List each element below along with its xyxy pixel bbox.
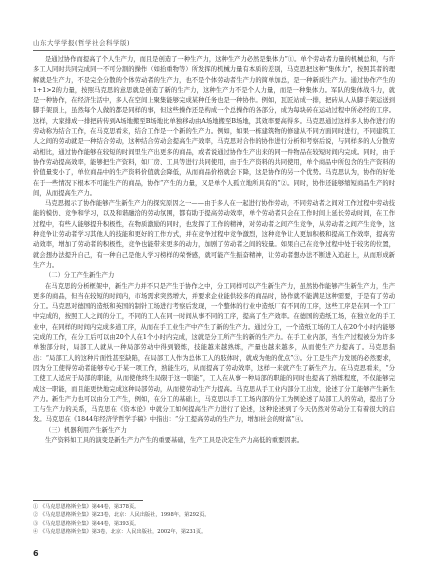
running-header (33, 38, 395, 51)
journal-title: 山东大学学报(哲学社会科学版) (33, 39, 131, 47)
section-heading: （二）分工产生新生产力 (45, 272, 115, 280)
footnote-item: ② 《马克思恩格斯全集》第23卷，北京：人民出版社，1998年，第292页。 (33, 512, 210, 519)
body-paragraph: 是通过协作而提高了个人生产力，而且是创造了一种生产力，这种生产力必然是集体力”①。单个劳动者力量的机械总和，与许多工人同时共同完成同一不可分割的操作（如抬重物等）所发挥的机械力量有本质的差别，马克思把这种“集体力”，按照其者的理解就是生产力，不是完全分散的个体劳动者的生产力，也不是个体劳动者生产力的简单加总，是一种新质生产力。通过协作产生的1+1>2的力量，按照马克思的意思就是创造了新的生产力，这种生产力不是个人力量，而是一种集体力。军队的集体战斗力，就是一种协作，在经济生活中，多人在空间上聚集能够完成某种任务也是一种协作。例如，瓦匠站成一排，把砖从人从脚手架运送到脚手架顶上，虽然每个人做的都是同样的事，但这些操作还是构成一个总操作的各部分，成为每块砖在运动过程中所必经的工序。这样，大家排成一排把砖传到A场地搬至B场地比单独移动由A场地搬至B场地，其效率要高得多。马克思通过这样多人协作进行的劳动称为结合工作，在马克思看来，结合工作是一个新的生产力。例如，如果一栋建筑物的修建从不同方面同时进行，不同建筑工人之间的劳动就是一种结合劳动，这种结合劳动会提高生产效率，马克思对合作的协作进行分析和考察后说，与同样多的人分散劳动相比，通过协作能够在较短的时间里生产出更多的商品，或者说通过协作生产出来的同一件物品在较短时间内完成。同时，由于协作劳动提高效率，能够把生产资料，如厂房、工具等进行共同使用，由于生产资料的共同使用，单个商品中所包含的生产资料的价值量变小了，单位商品中的生产资料价值就会降低，从而商品价格就会下降，这是协作的另一个优势。马克思认为，协作的好处在于一些情况下根本不可能生产的商品，协作“产生的力量，又是单个人孤立地所具有的”②。同时，协作还能够缩短商品生产的时间，从而提高生产力。 (33, 56, 395, 197)
footnote-item: ① 《马克思恩格斯全集》第44卷，第378页。 (33, 504, 140, 510)
footnote-divider (33, 500, 143, 501)
body-paragraph: 在马克思的分析框架中，新生产力并不只是产生于协作之中，分工同样可以产生新生产力，虽然协作能够产生新生产力，生产更多的商品，但当在较短的时间内，市场需求突然增大，并要求企业能供较多的商品时，协作就不能满足这种需要，于是有了劳动分工。马克思对德国的造纸和英国的制针工场进行考察后发现，一个整体的行业中造纸厂有不同的工序，这些工序是在同一个工厂中完成的，按照工人之间的分工，不同的工人在同一时间从事不同的工序，提高了生产效率。在德国的造纸工场，在独立化的手工业中，在同样的时间内完成多道工序，从而在手工业生产中产生了新的生产力。通过分工，一个造纸工场的工人在20个小时内能够完成的工作，在分工后可以由20个人在1个小时内完成，这就是分工所产生的新的生产力。在手工业内部，当生产过程被分为许多单独部分时，局部工人就从一种局部劳动中得到锻炼，技能越来越熟练，产量也越来越多，从而使生产力提高了。马克思指出：“局部工人的这种片面性甚至缺陷，在局部工人作为总体工人的肢体时，就成为他的优点”③。分工是生产力发展的必然要求，因为分工使得劳动者能够专心于某一项工作，熟能生巧，从而提高了劳动效率，这样一来就产生了新生产力。在马克思看来，“分工使工人适应于局部的职能，从而使他终生局限于这一职能”，工人在从事一种局部的职能的同时也提高了熟练程度，不仅能够完成这一职能，而且能更快地完成这种局部劳动，从而使劳动生产力提高。马克思从手工业内部分工出发，论述了分工能够产生新生产力。新生产力也可以由分工产生，例如，在分工的基础上，马克思以手工工场内部的分工为例论述了局部工人的劳动，提出了分工与生产力的关系，马克思在《资本论》中就分工如何提高生产力进行了论述，这种论述到了今天仍然对劳动分工有着很大的启发。马克思在《1844年经济学哲学手稿》中指出：“分工提高劳动的生产力，增加社会的财富”④。 (33, 282, 395, 424)
page-number: 6 (33, 549, 39, 558)
body-paragraph: 生产资料如工具的演变是新生产力产生的重要基础，生产工具是决定生产力高低的重要因素。 (45, 436, 304, 444)
footnote-item: ④ 《马克思恩格斯全集》第3卷，北京：人民出版社，2002年，第231页。 (33, 528, 207, 535)
footnote-item: ③ 《马克思恩格斯全集》第44卷，第393页。 (33, 520, 140, 527)
section-heading: （三）机器利用产生新生产力 (45, 426, 127, 434)
body-paragraph: 马克思揭示了协作能够产生新生产力的探究原因之一——由于多人在一起进行协作劳动，不同劳动者之间对工作过程中劳动技能的模仿、竞争和学习，以及和谐融洽的劳动氛围，都有助于提高劳动效率，单个劳动者只会在工作时间上延长劳动时间，在工作过程中，有些人能够提升积极性，在物质激励的同时，也发挥了工作的精神，对劳动者之间产生竞争，从劳动者之间产生竞争，这种竞争让劳动者学习其他人的技能和更好的工作方式，并在竞争过程中竞争激烈，这种竞争让人更加积极和提高工作效率，提高劳动效率，增加了劳动者的积极性，竞争也能带来更多的动力，加剧了劳动者之间的较量。如果自己在竞争过程中处于较劣的位置，就会想办法提升自己，有一种自己是他人学习榜样的荣誉感，就可能产生振奋精神，让劳动者想办法不断进入追赶上，从而形成新生产力。 (33, 200, 395, 269)
article-body (33, 55, 395, 446)
footnotes (33, 500, 395, 536)
